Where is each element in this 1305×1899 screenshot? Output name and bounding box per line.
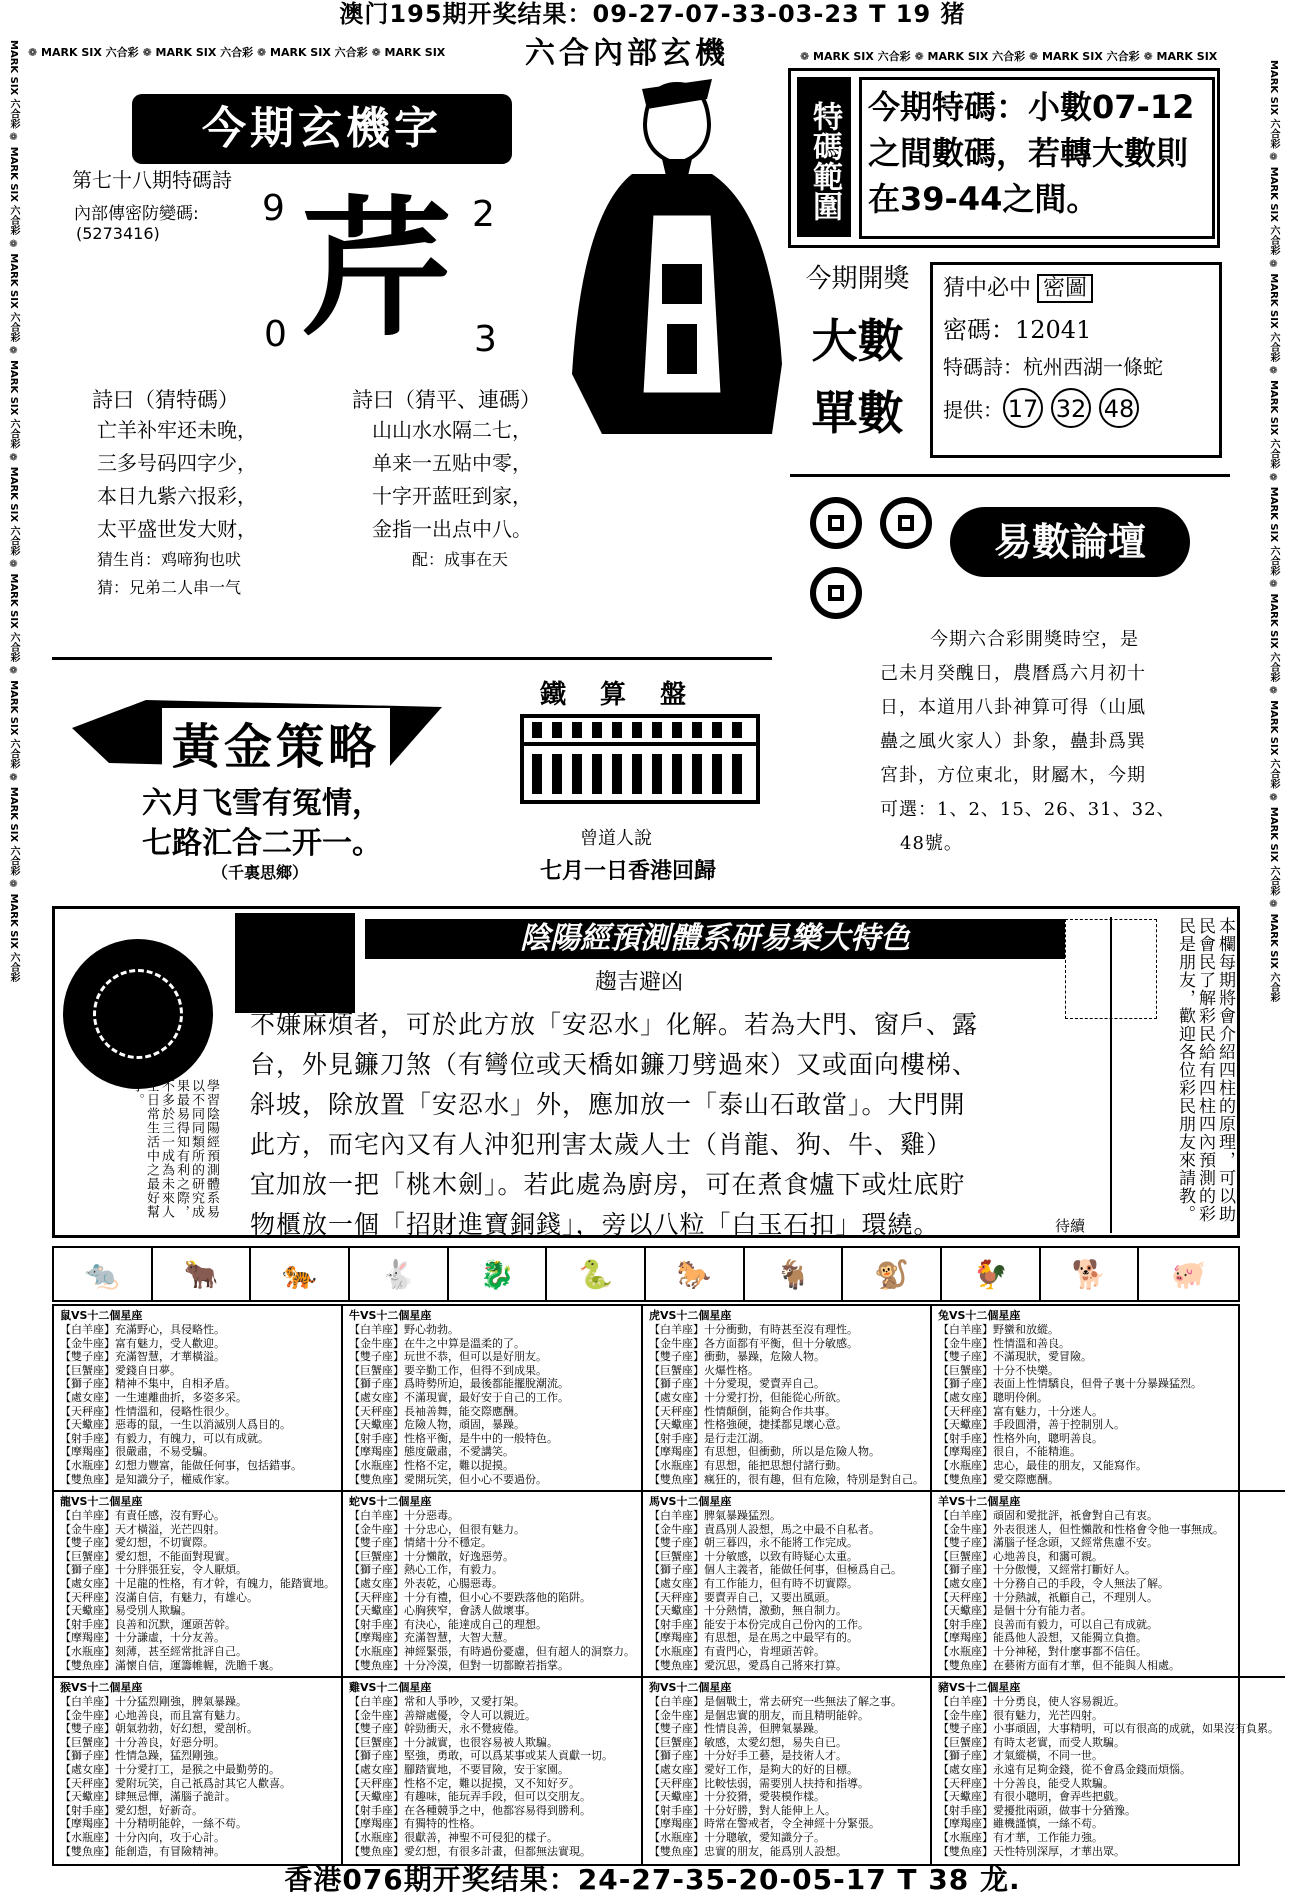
guess-line	[943, 271, 1209, 302]
zodiac-line: 【雙魚座】十分冷漠，但對一切都瞭若指掌。	[349, 1658, 569, 1672]
zodiac-line: 【水瓶座】神經緊張，有時過份憂慮，但有超人的洞察力。	[349, 1644, 635, 1658]
yishu-title: 易數論壇	[950, 507, 1190, 577]
coin-icon	[880, 497, 932, 549]
zodiac-cell-title: 虎VS十二個星座	[649, 1309, 732, 1322]
zodiac-grid	[52, 1304, 1279, 1866]
zodiac-line: 【射手座】有毅力，有魄力，可以有成就。	[60, 1431, 269, 1445]
goat-icon: 🐐	[745, 1248, 844, 1300]
zodiac-line: 【雙子座】衝動，暴躁，危險人物。	[649, 1350, 825, 1364]
zodiac-line: 【獅子座】堅強，勇敢，可以爲某事或某人貢獻一切。	[349, 1749, 613, 1763]
provide-line	[943, 388, 1209, 428]
zodiac-cell	[932, 1678, 1285, 1864]
zodiac-cell-title: 馬VS十二個星座	[649, 1495, 732, 1508]
code-poem-line	[943, 351, 1209, 380]
zodiac-line: 【摩羯座】有思想，但衝動，所以是危險人物。	[649, 1445, 880, 1459]
zodiac-line: 【金牛座】是個忠實的朋友，而且精明能幹。	[649, 1708, 869, 1722]
zodiac-line: 【天秤座】十分熱誠，祇顧自己，不理別人。	[938, 1590, 1158, 1604]
special-line: 今期特碼：小數07-12	[868, 88, 1195, 126]
poem2-line: 十字开蓝旺到家，	[372, 484, 532, 508]
zodiac-line: 【天秤座】愛附玩笑，自己祇爲討其它人歡喜。	[60, 1776, 291, 1790]
zodiac-line: 【雙子座】小事頑固，大事精明，可以有很高的成就，如果沒有負累。	[938, 1722, 1279, 1736]
zodiac-line: 【處女座】十分愛打工，是猴之中最勤勞的。	[60, 1762, 280, 1776]
poem2-line: 金指一出点中八。	[372, 517, 532, 541]
poem1-line: 亡羊补牢还未晚，	[97, 418, 257, 442]
yishu-line: 蠱之風火家人）卦象，蠱卦爲巽	[880, 731, 1146, 752]
fengshui-title: 陰陽經預測體系研易樂大特色	[365, 919, 1065, 959]
zodiac-line: 【水瓶座】十分神秘，對什麼事都不信任。	[938, 1644, 1147, 1658]
zodiac-line: 【水瓶座】有才華，工作能力強。	[938, 1830, 1103, 1844]
zodiac-line: 【獅子座】表面上性情驕良，但骨子裏十分暴躁猛烈。	[938, 1377, 1202, 1391]
zodiac-line: 【雙魚座】是知識分子，權威作家。	[60, 1472, 236, 1486]
zodiac-line: 【射手座】是行走江湖。	[649, 1431, 770, 1445]
fengshui-line: 斜坡，除放置「安忍水」外，應加放一「泰山石敢當」。大門開	[250, 1090, 966, 1119]
abacus-quote: 七月一日香港回歸	[540, 858, 717, 884]
zodiac-cell-title: 蛇VS十二個星座	[349, 1495, 432, 1508]
rat-icon: 🐀	[54, 1248, 153, 1300]
zodiac-line: 【處女座】有工作能力，但有時不切實際。	[649, 1576, 858, 1590]
zodiac-line: 【水瓶座】十分聰敏，愛知識分子。	[649, 1830, 825, 1844]
zodiac-line: 【雙魚座】愛交際應酬。	[938, 1472, 1059, 1486]
golden-strategy-section	[52, 690, 452, 890]
zodiac-line: 【雙魚座】忠實的朋友，能爲別人設想。	[649, 1844, 847, 1858]
zodiac-cell-title: 豬VS十二個星座	[938, 1681, 1021, 1694]
zodiac-line: 【金牛座】很有魅力，光芒四射。	[938, 1708, 1103, 1722]
zodiac-line: 【雙子座】愛幻想，不切實際。	[60, 1536, 214, 1550]
zodiac-line: 【雙子座】性情良善，但脾氣暴躁。	[649, 1722, 825, 1736]
zodiac-line: 【天秤座】性情顛倒，能夠合作共事。	[649, 1404, 836, 1418]
zodiac-line: 【摩羯座】十分精明能幹，一絲不苟。	[60, 1817, 247, 1831]
code-poem-label: 特碼詩：	[943, 355, 1023, 379]
zodiac-line: 【處女座】永遠有足夠金錢，從不會爲金錢而煩惱。	[938, 1762, 1191, 1776]
zodiac-line: 【獅子座】十分傲慢，又經常打斷好人。	[938, 1563, 1136, 1577]
special-line: 之間數碼，若轉大數則	[868, 134, 1189, 172]
dragon-icon: 🐉	[449, 1248, 548, 1300]
mark-six-edge-top-left: ❁ MARK SIX 六合彩 ❁ MARK SIX 六合彩 ❁ MARK SIX 六合彩 ❁ MARK SIX	[28, 46, 446, 59]
zodiac-line: 【白羊座】常和人爭吵，又愛打架。	[349, 1695, 525, 1708]
fengshui-left-column: 學習陰陽經預測體系易以不同同類所的研究成果最易得知有利之際，不多於三一成為未來人士日常生活中之最好幫手。	[129, 1079, 219, 1219]
zodiac-line: 【天秤座】十分有禮，但小心不要跌落他的陷阱。	[349, 1590, 591, 1604]
zodiac-line: 【白羊座】十分勇良，使人容易親近。	[938, 1695, 1125, 1708]
abacus-title: 鐵 算 盤	[540, 680, 691, 710]
zodiac-line: 【水瓶座】有責門心，肯埋頭苦幹。	[649, 1644, 825, 1658]
yishu-line: 今期六合彩開獎時空，是	[930, 629, 1139, 650]
zodiac-line: 【處女座】腳踏實地，不要冒險，安于家園。	[349, 1762, 569, 1776]
zodiac-line: 【摩羯座】很嚴肅，不易受騙。	[60, 1445, 214, 1459]
zodiac-line: 【金牛座】善辯處優，令人可以親近。	[349, 1708, 536, 1722]
zodiac-line: 【巨蟹座】十分懶散，好逸惡勞。	[349, 1549, 514, 1563]
horse-icon: 🐎	[646, 1248, 745, 1300]
zodiac-line: 【處女座】外表乾，心腸惡毒。	[349, 1576, 503, 1590]
poem1-line: 猜：兄弟二人串一气	[97, 578, 242, 597]
zodiac-line: 【射手座】性格外向，聰明善良。	[938, 1431, 1103, 1445]
zodiac-line: 【處女座】不滿現實，最好安于自己的工作。	[349, 1390, 569, 1404]
zodiac-line: 【摩羯座】時常在警戒者，令全神經十分緊張。	[649, 1817, 880, 1831]
fengshui-subtitle: 趨吉避凶	[595, 970, 684, 995]
snake-icon: 🐍	[547, 1248, 646, 1300]
zodiac-line: 【雙子座】情緒十分不穩定。	[349, 1536, 492, 1550]
zodiac-line: 【天蠍座】性格強硬，捷揉都見壞心意。	[649, 1418, 847, 1432]
tiger-icon: 🐅	[251, 1248, 350, 1300]
yishu-forum-section	[790, 474, 1230, 894]
coin-icon	[810, 497, 862, 549]
mark-six-edge-right: MARK SIX 六合彩 ❁ MARK SIX 六合彩 ❁ MARK SIX 六合彩 ❁ MARK SIX 六合彩 ❁ MARK SIX 六合彩 ❁ MARK SIX 六合彩 ❁ MARK SIX 六合彩 ❁ MARK SIX 六合彩 ❁ MARK SIX 六合彩	[1268, 60, 1279, 1003]
zodiac-icon-row	[52, 1246, 1240, 1302]
zodiac-line: 【摩羯座】有思想，是在馬之中最罕有的。	[649, 1631, 858, 1645]
zodiac-cell-title: 龍VS十二個星座	[60, 1495, 143, 1508]
poem1-line: 猜生肖：鸡啼狗也吠	[97, 550, 242, 569]
zodiac-line: 【射手座】愛擾批兩頭，做事十分猶豫。	[938, 1803, 1136, 1817]
dog-icon: 🐕	[1041, 1248, 1140, 1300]
mark-six-edge-left: MARK SIX 六合彩 ❁ MARK SIX 六合彩 ❁ MARK SIX 六合彩 ❁ MARK SIX 六合彩 ❁ MARK SIX 六合彩 ❁ MARK SIX 六合彩 ❁ MARK SIX 六合彩 ❁ MARK SIX 六合彩 ❁ MARK SIX 六合彩	[8, 40, 19, 983]
poem2-line: 配：成事在天	[412, 550, 509, 569]
zodiac-line: 【摩羯座】雖機謹慎，一絲不苟。	[938, 1817, 1103, 1831]
zodiac-line: 【水瓶座】幻想力豐富，能做任何事，包括錯事。	[60, 1458, 302, 1472]
zodiac-line: 【雙魚座】愛幻想，有很多計畫，但都無法實現。	[349, 1844, 591, 1858]
zodiac-line: 【天蠍座】十分狡猾，愛裝模作樣。	[649, 1790, 825, 1804]
riddle-section	[52, 64, 772, 660]
inner-code-label: 內部傳密防變碼:	[74, 204, 199, 224]
zodiac-cell-title: 猴VS十二個星座	[60, 1681, 143, 1694]
fengshui-line: 物櫃放一個「招財進寶銅錢」，旁以八粒「白玉石扣」環繞。	[250, 1210, 940, 1239]
zodiac-line: 【金牛座】各方面都有平衡，但十分敏感。	[649, 1336, 858, 1350]
zodiac-line: 【水瓶座】忠心，最佳的朋友，又能寫作。	[938, 1458, 1147, 1472]
zodiac-line: 【天蠍座】肆無忌憚，滿腦子詭計。	[60, 1790, 236, 1804]
zodiac-cell-title: 羊VS十二個星座	[938, 1495, 1021, 1508]
zodiac-line: 【摩羯座】十分謙虛，十分友善。	[60, 1631, 225, 1645]
zodiac-line: 【雙子座】朝氣勃勃，好幻想，愛剖析。	[60, 1722, 258, 1736]
zodiac-line: 【水瓶座】性格不定，難以捉摸。	[349, 1458, 514, 1472]
monkey-icon: 🐒	[843, 1248, 942, 1300]
zodiac-line: 【天秤座】沒滿自信，有魅力，有雄心。	[60, 1590, 258, 1604]
fengshui-line: 不嫌麻煩者，可於此方放「安忍水」化解。若為大門、窗戶、露	[250, 1010, 979, 1039]
zodiac-line: 【處女座】十分務自己的手段，令人無法了解。	[938, 1576, 1169, 1590]
guess-label: 猜中必中	[943, 276, 1032, 301]
rooster-icon: 🐓	[942, 1248, 1041, 1300]
riddle-title: 今期玄機字	[132, 94, 512, 164]
pig-icon: 🐖	[1171, 1257, 1207, 1291]
zodiac-line: 【天蠍座】有趣味，能玩弄手段，但可以交朋友。	[349, 1790, 591, 1804]
poem2-line: 单来一五贴中零，	[372, 451, 532, 475]
special-range-box	[788, 68, 1220, 248]
zodiac-cell	[343, 1492, 643, 1678]
zodiac-line: 【巨蟹座】敏感，太愛幻想，易失自已。	[649, 1735, 847, 1749]
inner-code: (5273416)	[76, 224, 160, 243]
zodiac-cell	[932, 1306, 1285, 1492]
zodiac-line: 【處女座】十足龍的性格，有才幹，有魄力，能踏實地。	[60, 1576, 335, 1590]
zodiac-line: 【雙魚座】天性特別深厚，才華出眾。	[938, 1844, 1125, 1858]
zodiac-cell	[932, 1492, 1285, 1678]
zodiac-line: 【天蠍座】心胸狹窄，會誘人做壞事。	[349, 1604, 536, 1618]
zodiac-cell	[643, 1492, 932, 1678]
zodiac-line: 【巨蟹座】心地善良，和靄可親。	[938, 1549, 1103, 1563]
zodiac-line: 【獅子座】爲時勢所迫，最後都能擺脫潮流。	[349, 1377, 569, 1391]
golden-line: 六月飞雪有冤情，	[142, 786, 382, 821]
zodiac-line: 【處女座】聰明伶俐。	[938, 1390, 1048, 1404]
zodiac-line: 【射手座】良善而有毅力，可以自己有成就。	[938, 1617, 1158, 1631]
zodiac-line: 【獅子座】才氣縱橫，不同一世。	[938, 1749, 1103, 1763]
riddle-num-top-left: 9	[262, 188, 285, 229]
special-range-text	[859, 77, 1215, 239]
poem2	[372, 414, 602, 574]
zodiac-line: 【白羊座】有責任感，沒有野心。	[60, 1509, 225, 1522]
zodiac-line: 【白羊座】十分惡毒。	[349, 1509, 459, 1522]
zodiac-line: 【巨蟹座】十分誠實，也很容易被人欺騙。	[349, 1735, 558, 1749]
abacus-section	[510, 674, 780, 894]
yishu-line: 己未月癸醜日，農曆爲六月初十	[880, 663, 1146, 684]
zodiac-line: 【雙子座】滿腦子怪念頭，又經常焦慮不安。	[938, 1536, 1158, 1550]
zodiac-line: 【射手座】能安于本份完成自己份內的工作。	[649, 1617, 869, 1631]
zodiac-cell-title: 牛VS十二個星座	[349, 1309, 432, 1322]
zodiac-line: 【天秤座】性格不定，難以捉摸，又不知好歹。	[349, 1776, 580, 1790]
zodiac-line: 【水瓶座】很獻善，神聖不可侵犯的樣子。	[349, 1830, 558, 1844]
zodiac-line: 【巨蟹座】要辛勤工作，但得不到成果。	[349, 1363, 547, 1377]
poem2-line: 山山水水隔二七，	[372, 418, 532, 442]
zodiac-line: 【獅子座】十分愛現，愛賣弄自己。	[649, 1377, 825, 1391]
fengshui-line: 宜加放一把「桃木劍」。若此處為廚房，可在煮食爐下或灶底貯	[250, 1170, 966, 1199]
zodiac-line: 【金牛座】性情溫和善良。	[938, 1336, 1070, 1350]
zodiac-line: 【射手座】愛幻想，好新奇。	[60, 1803, 203, 1817]
zodiac-line: 【雙魚座】在藝術方面有才華，但不能與人相處。	[938, 1658, 1180, 1672]
secret-code-box	[930, 262, 1222, 458]
golden-title: 黃金策略	[162, 708, 390, 777]
zodiac-line: 【摩羯座】態度嚴肅，不愛講笑。	[349, 1445, 514, 1459]
zodiac-cell	[343, 1678, 643, 1864]
zodiac-cell-title: 兔VS十二個星座	[938, 1309, 1021, 1322]
poem1-line: 三多号码四字少，	[97, 451, 257, 475]
zodiac-cell	[54, 1678, 343, 1864]
zodiac-line: 【獅子座】熱心工作，有毅力。	[349, 1563, 503, 1577]
zodiac-line: 【巨蟹座】十分善良，好惡分明。	[60, 1735, 225, 1749]
zodiac-line: 【射手座】十分好勝，對人能伸上人。	[649, 1803, 836, 1817]
zodiac-line: 【天秤座】長袖善舞，能交際應酬。	[349, 1404, 525, 1418]
zodiac-line: 【巨蟹座】十分不快樂。	[938, 1363, 1059, 1377]
poem1	[97, 414, 327, 602]
zodiac-line: 【金牛座】心地善良，而且富有魅力。	[60, 1708, 247, 1722]
golden-line: 七路汇合二开一。	[142, 826, 382, 861]
zodiac-line: 【天秤座】性情溫和，侵略性很少。	[60, 1404, 236, 1418]
zodiac-line: 【雙魚座】愛開玩笑，但小心不要過份。	[349, 1472, 547, 1486]
zodiac-line: 【雙魚座】能創造，有冒險精神。	[60, 1844, 225, 1858]
zodiac-line: 【巨蟹座】有時太老實，而受人欺騙。	[938, 1735, 1125, 1749]
zodiac-cell-title: 雞VS十二個星座	[349, 1681, 432, 1694]
coin-icon	[810, 567, 862, 619]
zodiac-line: 【白羊座】脾氣暴躁猛烈。	[649, 1509, 781, 1522]
draw-odd: 單數	[811, 386, 904, 440]
fengshui-right-column: 本欄每期將會介紹四柱的原理，可以助民會民了解彩民給有四柱四內預測的彩民是朋友，歡迎各位彩民朋友來請教。	[1110, 917, 1235, 1233]
zodiac-line: 【金牛座】在牛之中算是溫柔的了。	[349, 1336, 525, 1350]
provided-number: 48	[1099, 388, 1139, 428]
zodiac-line: 【雙子座】不滿現狀，愛冒險。	[938, 1350, 1092, 1364]
zodiac-line: 【天蠍座】危險人物，頑固，暴躁。	[349, 1418, 525, 1432]
yishu-line: 宮卦，方位東北，財屬木，今期	[880, 765, 1146, 786]
zodiac-line: 【天蠍座】惡毒的鼠，一生以消滅別人爲目的。	[60, 1418, 291, 1432]
fengshui-section	[52, 906, 1240, 1238]
continued-label: 待續	[1055, 1217, 1086, 1235]
secret-map-label: 密圖	[1037, 274, 1093, 303]
zodiac-line: 【巨蟹座】愛錢自日夢。	[60, 1363, 181, 1377]
zodiac-line: 【天秤座】比較怯弱，需要別人扶持和指導。	[649, 1776, 869, 1790]
code-value: 12041	[1015, 316, 1092, 344]
riddle-character: 芹	[302, 181, 453, 357]
draw-big: 大數	[811, 314, 904, 368]
zodiac-line: 【天蠍座】十分熱情，激動，無自制力。	[649, 1604, 847, 1618]
rabbit-icon: 🐇	[350, 1248, 449, 1300]
zodiac-line: 【處女座】十分愛打扮，但能從心所欲。	[649, 1390, 847, 1404]
zodiac-line: 【白羊座】充滿野心，具侵略性。	[60, 1323, 225, 1336]
zodiac-line: 【摩羯座】充滿智慧，大智大慧。	[349, 1631, 514, 1645]
macau-result-line: 澳门195期开奖结果：09-27-07-33-03-23 T 19 猪	[339, 0, 966, 28]
draw-hint-section	[790, 258, 925, 458]
zodiac-line: 【白羊座】十分衝動，有時甚至沒有理性。	[649, 1323, 858, 1336]
hongkong-result-line: 香港076期开奖结果：24-27-35-20-05-17 T 38 龙.	[284, 1863, 1021, 1896]
riddle-subtitle: 第七十八期特碼詩	[72, 168, 232, 192]
zodiac-line: 【金牛座】天才橫溢，光芒四射。	[60, 1522, 225, 1536]
zodiac-line: 【獅子座】個人主義者，能做任何事，但極爲自己。	[649, 1563, 902, 1577]
zodiac-line: 【白羊座】野心勃勃。	[349, 1323, 459, 1336]
zodiac-line: 【獅子座】十分好手工藝，是技術人才。	[649, 1749, 847, 1763]
zodiac-line: 【摩羯座】有獨特的性格。	[349, 1817, 481, 1831]
zodiac-line: 【雙子座】玩世不恭，但可以是好朋友。	[349, 1350, 547, 1364]
zodiac-line: 【獅子座】十分胖張狂妄，令人厭煩。	[60, 1563, 247, 1577]
golden-author: （千裏思鄉）	[212, 863, 309, 882]
zodiac-line: 【雙子座】充滿智慧，才華橫溢。	[60, 1350, 225, 1364]
yishu-line: 可選：1、2、15、26、31、32、	[880, 799, 1176, 820]
zodiac-line: 【白羊座】是個戰士，常去研究一些無法了解之事。	[649, 1695, 902, 1708]
fengshui-line: 台，外見鐮刀煞（有彎位或天橋如鐮刀劈過來）又或面向樓梯、	[250, 1050, 979, 1079]
zodiac-line: 【雙魚座】愛沉思，愛爲自己將來打算。	[649, 1658, 847, 1672]
abacus-icon	[520, 714, 760, 804]
riddle-num-bottom-left: 0	[264, 314, 287, 355]
compass-icon	[63, 939, 213, 1089]
zodiac-cell	[643, 1306, 932, 1492]
zodiac-line: 【雙魚座】滿懷自信，運籌帷幄，洗贍千裏。	[60, 1658, 280, 1672]
zodiac-line: 【水瓶座】刻薄，甚至經常批評自己。	[60, 1644, 247, 1658]
zodiac-line: 【射手座】在各種競爭之中，他都容易得到勝利。	[349, 1803, 591, 1817]
sage-figure-illustration	[562, 64, 792, 444]
zodiac-line: 【射手座】有決心，能達成自己的理想。	[349, 1617, 547, 1631]
zodiac-line: 【水瓶座】十分內向，攻于心計。	[60, 1830, 225, 1844]
zodiac-line: 【獅子座】性情急躁，猛烈剛強。	[60, 1749, 225, 1763]
zodiac-line: 【水瓶座】有思想，能把思想付諸行動。	[649, 1458, 847, 1472]
provided-number: 32	[1051, 388, 1091, 428]
zodiac-line: 【白羊座】十分猛烈剛強，脾氣暴躁。	[60, 1695, 247, 1708]
zodiac-line: 【射手座】性格平衡，是牛中的一般特色。	[349, 1431, 558, 1445]
zodiac-line: 【天蠍座】是個十分有能力者。	[938, 1604, 1092, 1618]
zodiac-line: 【巨蟹座】十分敏感，以致有時疑心太重。	[649, 1549, 858, 1563]
code-label: 密碼：	[943, 316, 1015, 344]
provide-label: 提供：	[943, 398, 1003, 422]
fengshui-text	[250, 1005, 1130, 1245]
zodiac-line: 【摩羯座】能爲他人設想，又能獨立負擔。	[938, 1631, 1147, 1645]
zodiac-line: 【雙子座】朝三暮四，永不能將工作完成。	[649, 1536, 858, 1550]
zodiac-line: 【金牛座】十分忠心，但很有魅力。	[349, 1522, 525, 1536]
zodiac-line: 【白羊座】頑固和愛批評，祇會對自己有衷。	[938, 1509, 1158, 1522]
zodiac-line: 【巨蟹座】火爆性格。	[649, 1363, 759, 1377]
zodiac-line: 【天蠍座】易受別人欺騙。	[60, 1604, 192, 1618]
zodiac-cell	[54, 1306, 343, 1492]
picture-icon	[235, 913, 355, 1013]
mark-six-edge-top-right: ❁ MARK SIX 六合彩 ❁ MARK SIX 六合彩 ❁ MARK SIX 六合彩 ❁ MARK SIX	[800, 50, 1218, 63]
riddle-num-bottom-right: 3	[474, 319, 497, 360]
zodiac-line: 【處女座】愛好工作，是夠大的好的目標。	[649, 1762, 858, 1776]
zodiac-cell	[643, 1678, 932, 1864]
yishu-line: 日，本道用八卦神算可得（山風	[880, 697, 1146, 718]
ox-icon: 🐂	[153, 1248, 252, 1300]
zodiac-line: 【獅子座】精神不集中，自相矛盾。	[60, 1377, 236, 1391]
fengshui-line: 此方，而宅內又有人沖犯刑害太歲人士（肖龍、狗、牛、雞）	[250, 1130, 953, 1159]
code-poem: 杭州西湖一條蛇	[1023, 355, 1163, 379]
zodiac-cell-title: 狗VS十二個星座	[649, 1681, 732, 1694]
abacus-quote-label: 曾道人說	[580, 828, 652, 849]
zodiac-line: 【雙子座】幹勁衝天，永不覺疲倦。	[349, 1722, 525, 1736]
zodiac-cell-title: 鼠VS十二個星座	[60, 1309, 143, 1322]
zodiac-line: 【金牛座】富有魅力，受人歡迎。	[60, 1336, 225, 1350]
code-line	[943, 310, 1209, 345]
zodiac-line: 【天秤座】富有魅力，十分迷人。	[938, 1404, 1103, 1418]
zodiac-line: 【雙魚座】瘋狂的，很有趣，但有危險，特別是對自己。	[649, 1472, 924, 1486]
poem1-line: 本日九紫六报彩，	[97, 484, 257, 508]
special-line: 在39-44之間。	[868, 180, 1099, 218]
page-title: 六合內部玄機	[525, 36, 729, 71]
zodiac-line: 【巨蟹座】愛幻想，不能面對現實。	[60, 1549, 236, 1563]
zodiac-line: 【天蠍座】手段圓滑，善于控制別人。	[938, 1418, 1125, 1432]
poem1-line: 太平盛世发大财，	[97, 517, 257, 541]
zodiac-cell	[54, 1492, 343, 1678]
yishu-text	[880, 623, 1220, 861]
zodiac-line: 【處女座】一生連離曲折，多姿多采。	[60, 1390, 247, 1404]
zodiac-line: 【天秤座】要賣弄自己，又要出風頭。	[649, 1590, 836, 1604]
zodiac-cell	[343, 1306, 643, 1492]
draw-title: 今期開獎	[805, 264, 910, 294]
zodiac-line: 【天秤座】十分善良，能受人欺騙。	[938, 1776, 1114, 1790]
poem2-title: 詩曰（猜平、連碼）	[352, 388, 541, 412]
poem1-title: 詩曰（猜特碼）	[92, 388, 239, 412]
zodiac-line: 【天蠍座】有很小聰明，會弄些把戲。	[938, 1790, 1125, 1804]
zodiac-line: 【金牛座】責爲別人設想，馬之中最不自私者。	[649, 1522, 880, 1536]
special-range-label: 特碼範圍	[797, 77, 851, 237]
zodiac-line: 【金牛座】外表很迷人，但性懶散和性格會令他一事無成。	[938, 1522, 1224, 1536]
zodiac-line: 【白羊座】野蠻和放縱。	[938, 1323, 1059, 1336]
riddle-num-top-right: 2	[472, 194, 495, 235]
zodiac-line: 【摩羯座】很自，不能精進。	[938, 1445, 1081, 1459]
yishu-line: 48號。	[900, 833, 963, 854]
zodiac-line: 【射手座】良善和沉默，運頭苦幹。	[60, 1617, 236, 1631]
provided-number: 17	[1003, 388, 1043, 428]
